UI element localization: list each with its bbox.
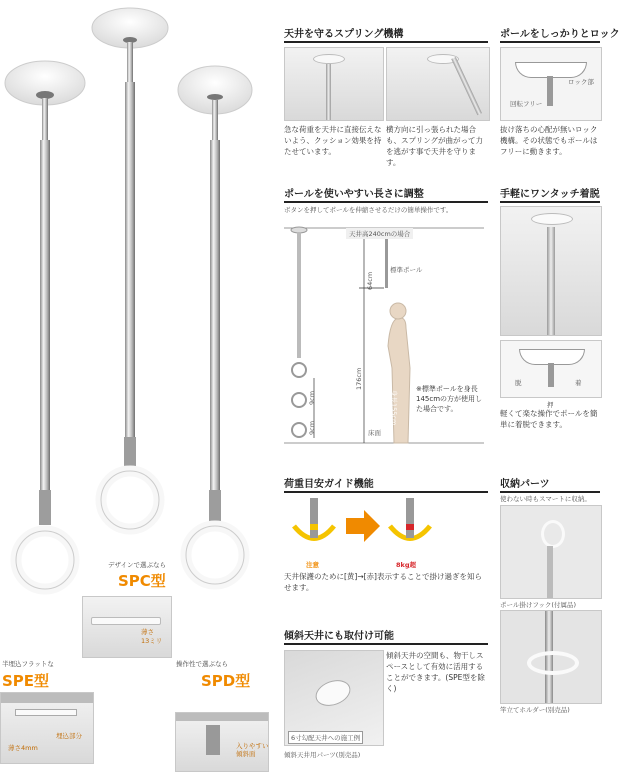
- body-height: 身長155cm: [390, 390, 398, 426]
- storage-title-rule: [500, 491, 600, 493]
- guide-title: 荷重目安ガイド機能: [284, 479, 374, 490]
- slope-title-rule: [284, 643, 488, 645]
- lock-title-rule: [500, 41, 600, 43]
- label-on: 着: [575, 379, 582, 387]
- pole-spd: [178, 66, 252, 584]
- floor-label: 床面: [368, 429, 381, 437]
- pole-spc: [92, 8, 168, 529]
- spring-title-rule: [284, 41, 488, 43]
- lock-label: ロック部: [568, 78, 594, 86]
- hook-caption: ポール掛けフック(付属品): [500, 601, 576, 609]
- slope-parts: 傾斜天井用パーツ(別売品): [284, 751, 361, 759]
- slope-photo-label: 6寸勾配天井への施工例: [288, 731, 363, 744]
- spe-name: SPE型: [2, 672, 50, 690]
- spring-title: 天井を守るスプリング機構: [284, 29, 404, 40]
- spring-text-1: 急な荷重を天井に直接伝えないよう、クッション効果を持たせています。: [284, 125, 382, 156]
- spc-photo: [82, 596, 172, 658]
- spc-subtitle: デザインで選ぶなら: [108, 561, 167, 569]
- spc-thickness: 薄さ 13ミリ: [141, 628, 163, 645]
- spring-photo-2: [386, 47, 490, 121]
- spring-text-2: 横方向に引っ張られた場合も、スプリングが曲がって力を逃がす事で天井を守ります。: [386, 125, 484, 167]
- onetouch-photo: [500, 206, 602, 336]
- dim-64: 64cm: [366, 271, 374, 290]
- lock-title: ポールをしっかりとロック: [500, 29, 620, 40]
- onetouch-diagram: [500, 340, 602, 398]
- onetouch-title-rule: [500, 201, 600, 203]
- lock-text: 抜け落ちの心配が無いロック機構。その状態でもポールはフリーに動きます。: [500, 125, 598, 156]
- guide-diagram: [284, 496, 484, 556]
- dim-176: 176cm: [355, 367, 363, 390]
- length-title: ポールを使いやすい長さに調整: [284, 189, 424, 200]
- length-note: ※標準ポールを身長145cmの方が使用した場合です。: [416, 385, 483, 413]
- length-desc: ボタンを押してポールを伸縮させるだけの簡単操作です。: [284, 206, 453, 214]
- storage-desc: 使わない時もスマートに収納。: [500, 495, 591, 503]
- spd-name: SPD型: [201, 672, 251, 690]
- guide-title-rule: [284, 491, 488, 493]
- label-off: 脱: [515, 379, 522, 387]
- spe-subtitle: 半埋込フラットな: [2, 660, 54, 668]
- spd-subtitle: 操作性で選ぶなら: [176, 660, 228, 668]
- length-title-rule: [284, 201, 488, 203]
- spe-embed: 埋込部分: [56, 732, 82, 740]
- spc-name: SPC型: [118, 572, 166, 590]
- holder-photo: [500, 610, 602, 704]
- storage-title: 収納パーツ: [500, 479, 550, 490]
- spring-photo-1: [284, 47, 384, 121]
- guide-caution: 注意: [306, 561, 319, 569]
- pole-spe: [5, 61, 85, 589]
- holder-caption: 竿立てホルダー(別売品): [500, 706, 570, 714]
- onetouch-text: 軽くて楽な操作でポールを簡単に着脱できます。: [500, 409, 598, 429]
- guide-text: 天井保護のために[黄]→[赤]表示することで掛け過ぎを知らせます。: [284, 572, 482, 592]
- product-illustration: [0, 0, 270, 560]
- spd-note: 入りやすい 傾斜面: [236, 742, 269, 758]
- dim-9a: 9cm: [308, 390, 316, 405]
- label-push: 押: [547, 401, 554, 409]
- spe-photo: [0, 692, 94, 764]
- dim-9b: 9cm: [308, 420, 316, 435]
- ceiling-label: 天井高240cmの場合: [346, 228, 413, 239]
- slope-text: 傾斜天井の空間も、物干しスペースとして有効に活用することができます。(SPE型を除く): [386, 651, 485, 693]
- hook-photo: [500, 505, 602, 599]
- onetouch-title: 手軽にワンタッチ着脱: [500, 189, 600, 200]
- slope-title: 傾斜天井にも取付け可能: [284, 631, 394, 642]
- rotate-label: 回転フリー: [510, 100, 543, 108]
- guide-weight: 8kg超: [396, 561, 416, 569]
- standard-pole-label: 標準ポール: [390, 266, 423, 274]
- spe-thickness: 薄さ4mm: [8, 744, 38, 752]
